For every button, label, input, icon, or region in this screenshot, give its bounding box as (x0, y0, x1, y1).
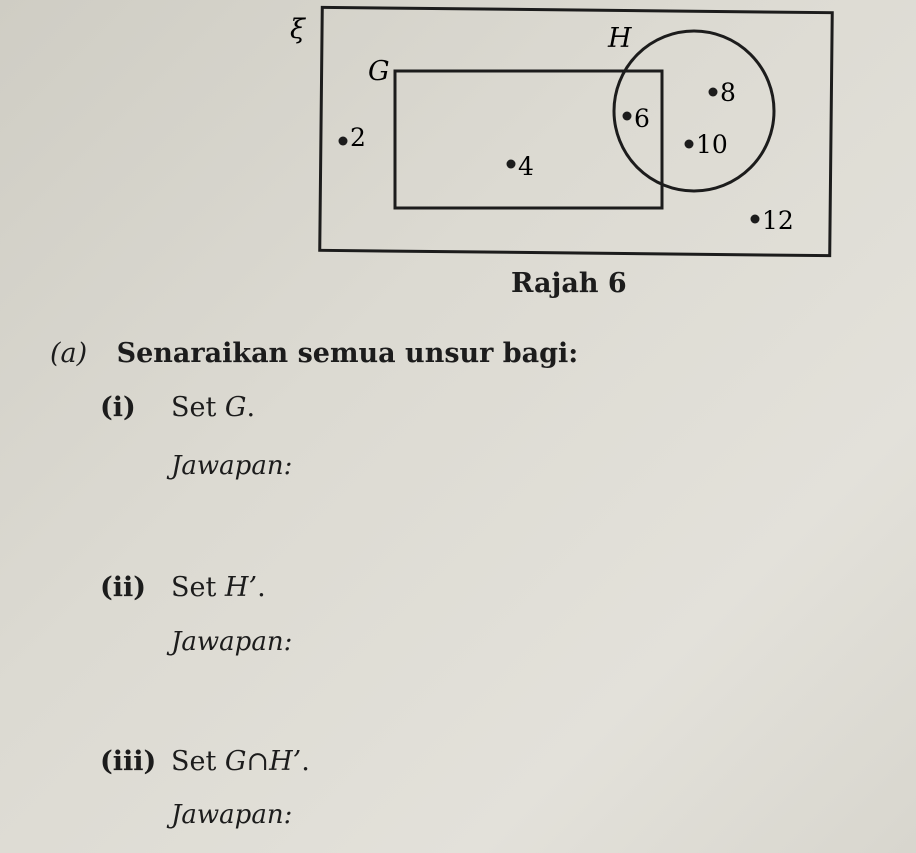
part-ii-expression: H’ (224, 572, 258, 603)
part-iii-number: (iii) (100, 746, 157, 777)
part-ii-answer-label: Jawapan: (171, 627, 293, 657)
set-h-label: H (608, 23, 632, 54)
element-label-12: 12 (762, 206, 794, 235)
part-i-expression: G (224, 392, 247, 423)
element-dot-2 (339, 137, 348, 146)
part-i-answer-field[interactable] (171, 488, 735, 526)
part-iii-suffix: . (301, 746, 310, 777)
part-iii-prefix: Set (171, 746, 217, 777)
question-part-label: (a) (50, 338, 88, 369)
part-i-number: (i) (100, 392, 136, 423)
part-i-suffix: . (246, 392, 256, 423)
part-ii-answer-field[interactable] (171, 664, 735, 702)
element-label-8: 8 (720, 78, 736, 107)
element-dot-10 (685, 140, 694, 149)
part-i-text (171, 392, 255, 423)
set-g-box (395, 71, 662, 208)
venn-diagram (0, 0, 916, 260)
element-label-6: 6 (634, 104, 650, 133)
element-label-10: 10 (696, 130, 728, 159)
diagram-caption: Rajah 6 (511, 268, 627, 299)
element-label-4: 4 (518, 152, 534, 181)
part-i-prefix: Set (171, 392, 217, 423)
part-ii-text (171, 572, 266, 603)
set-g-label: G (368, 56, 390, 87)
part-ii-suffix: . (257, 572, 266, 603)
question-instruction: Senaraikan semua unsur bagi: (116, 338, 579, 369)
universal-set-symbol: ξ (290, 14, 305, 45)
element-dot-6 (623, 112, 632, 121)
part-ii-prefix: Set (171, 572, 217, 603)
part-i-answer-label: Jawapan: (171, 451, 293, 481)
element-label-2: 2 (350, 123, 366, 152)
element-dot-8 (709, 88, 718, 97)
part-iii-answer-label: Jawapan: (171, 800, 293, 830)
element-dot-12 (751, 215, 760, 224)
element-dot-4 (507, 160, 516, 169)
part-iii-expression: G∩H’ (224, 746, 302, 777)
part-iii-text (171, 746, 310, 777)
question-a (50, 338, 578, 369)
part-ii-number: (ii) (100, 572, 147, 603)
